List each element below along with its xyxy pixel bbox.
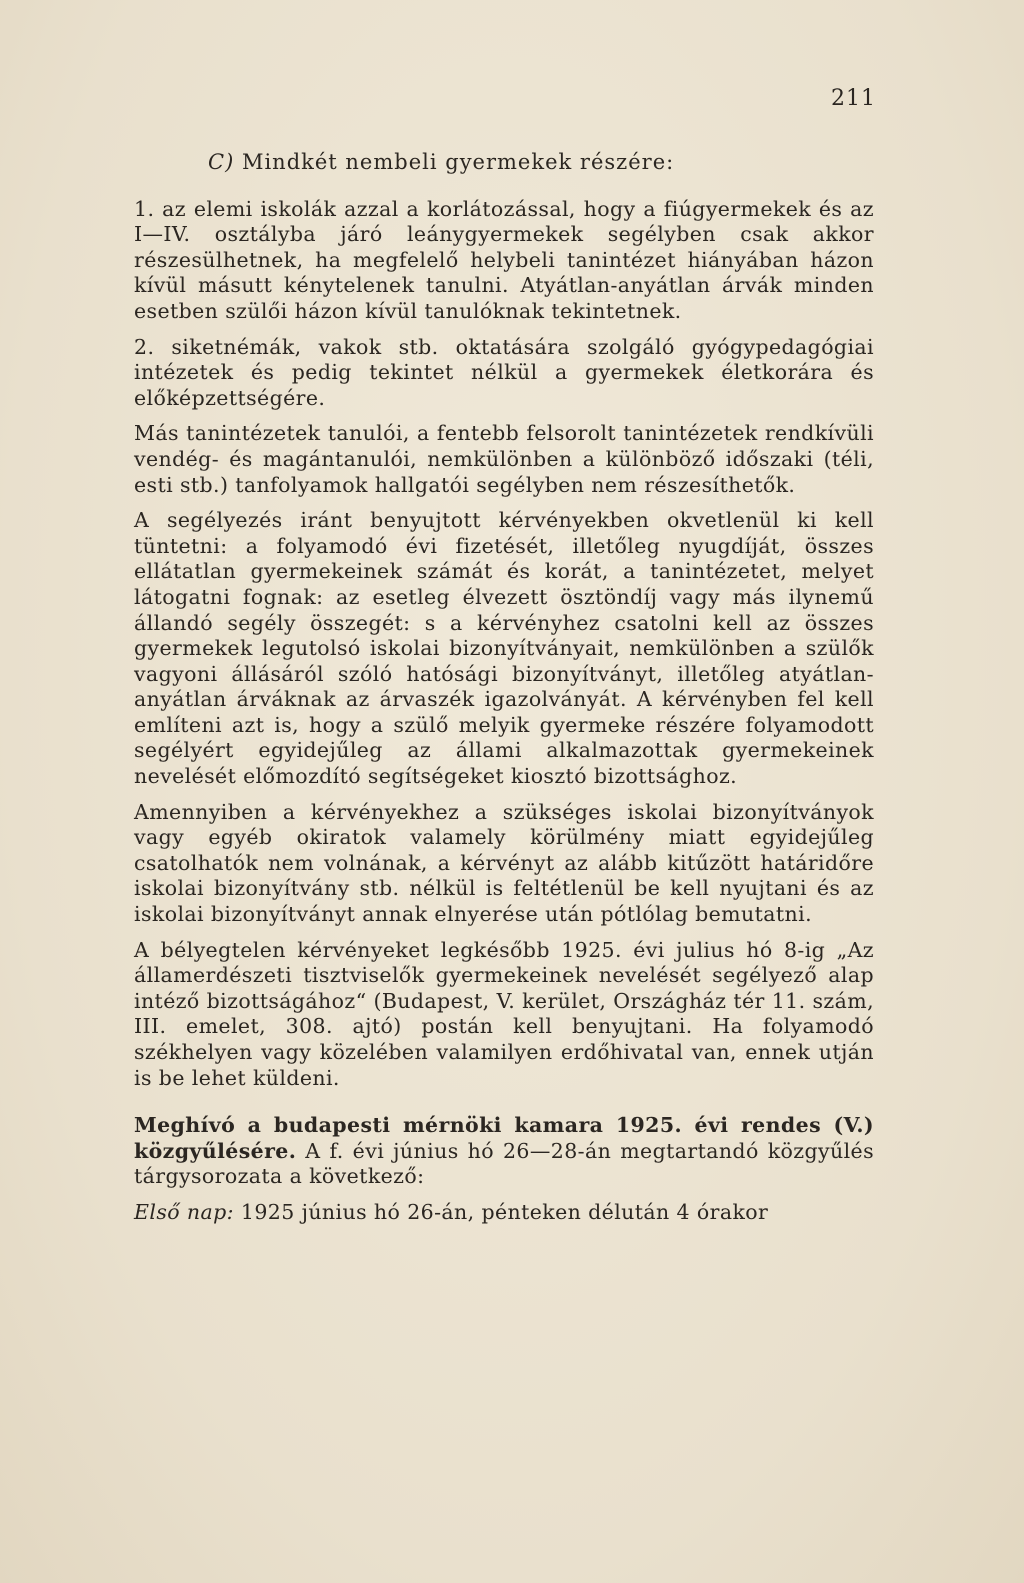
- section-heading-label: C): [208, 150, 235, 174]
- announcement-text: A f. évi június hó 26—28-án megtartandó közgyűlés tárgysorozata a következő:: [134, 1138, 874, 1189]
- paragraph-other-institutions: Más tanintézetek tanulói, a fentebb felsorolt tanintézetek rendkívüli vendég- és magántanulói, nemkülönben a különböző időszaki (téli, esti stb.) tanfolyamok hallgatói segélyben nem részesíthetők.: [134, 421, 874, 497]
- first-day-text: 1925 június hó 26-án, pénteken délután 4 órakor: [233, 1199, 769, 1224]
- body-text: [134, 150, 874, 1236]
- paragraph-elementary-schools: 1. az elemi iskolák azzal a korlátozással, hogy a fiúgyermekek és az I—IV. osztályba járó leánygyermekek segélyben csak akkor részesülhetnek, ha megfelelő helybeli tanintézet hiányában házon kívül másutt kénytelenek tanulni. Atyátlan-anyátlan árvák minden esetben szülői házon kívül tanulóknak tekintetnek.: [134, 196, 874, 323]
- announcement-title: Meghívó a budapesti mérnöki kamara 1925. évi rendes (V.) közgyűlésére.: [134, 1113, 874, 1163]
- paragraph-special-schools: 2. siketnémák, vakok stb. oktatására szolgáló gyógypedagógiai intézetek és pedig tekintet nélkül a gyermekek életkorára és előképzettségére.: [134, 334, 874, 410]
- section-heading-text: Mindkét nembeli gyermekek részére:: [241, 150, 675, 174]
- paragraph-deadline: A bélyegtelen kérvényeket legkésőbb 1925. évi julius hó 8-ig „Az államerdészeti tisztviselők gyermekeinek nevelését segélyező alap intéző bizottságához“ (Budapest, V. kerület, Országház tér 11. szám, III. emelet, 308. ajtó) postán kell benyujtani. Ha folyamodó székhelyen vagy közelében valamilyen erdőhivatal van, ennek utján is be lehet küldeni.: [134, 937, 874, 1090]
- section-heading: [134, 150, 874, 176]
- page-number: 211: [831, 86, 876, 111]
- section-gap: [134, 1101, 874, 1113]
- paragraph-application-contents: A segélyezés iránt benyujtott kérvényekben okvetlenül ki kell tüntetni: a folyamodó évi fizetését, illetőleg nyugdíját, összes ellátatlan gyermekeinek számát és korát, a tanintézetet, melyet látogatni fognak: az esetleg élvezett ösztöndíj vagy más ilynemű állandó segély összegét: s a kérvényhez csatolni kell az összes gyermekek legutolsó iskolai bizonyítványait, nemkülönben a szülők vagyoni állásáról szóló hatósági bizonyítványt, illetőleg atyátlan-anyátlan árváknak az árvaszék igazolványát. A kérvényben fel kell említeni azt is, hogy a szülő melyik gyermeke részére folyamodott segélyért egyidejűleg az állami alkalmazottak gyermekeinek nevelését előmozdító segítségeket kiosztó bizottsághoz.: [134, 508, 874, 789]
- paragraph-announcement: [134, 1113, 874, 1190]
- first-day-label: Első nap:: [134, 1199, 234, 1224]
- paragraph-first-day: [134, 1200, 874, 1226]
- paragraph-missing-certificates: Amennyiben a kérvényekhez a szükséges iskolai bizonyítványok vagy egyéb okiratok valamely körülmény miatt egyidejűleg csatolhatók nem volnának, a kérvényt az alább kitűzött határidőre iskolai bizonyítvány stb. nélkül is feltétlenül be kell nyujtani és az iskolai bizonyítványt annak elnyerése után pótlólag bemutatni.: [134, 799, 874, 927]
